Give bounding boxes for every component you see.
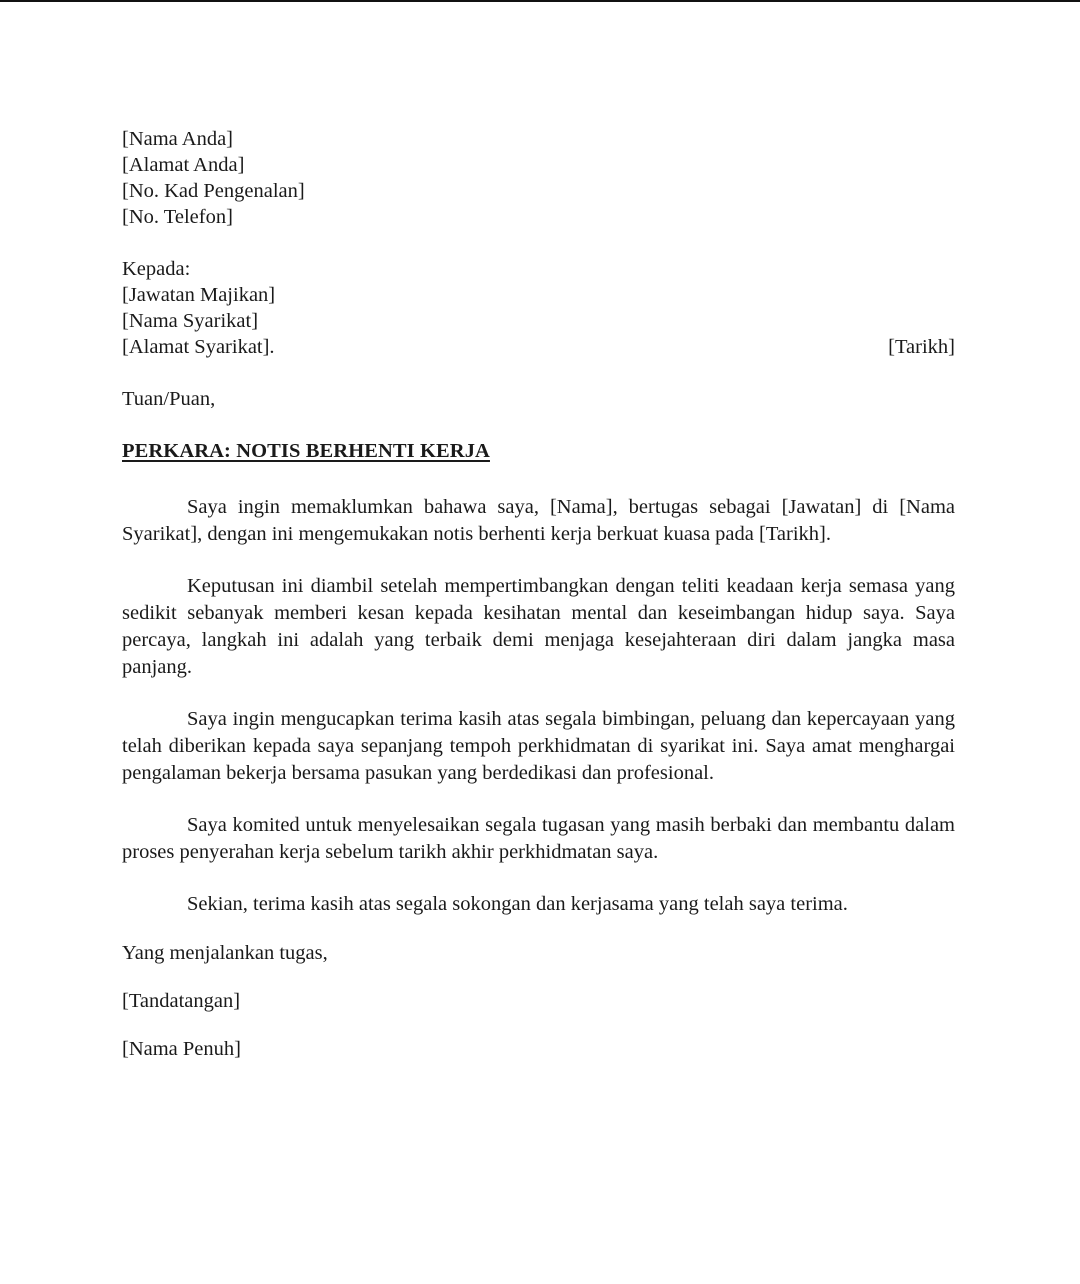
body-paragraph-1: Saya ingin memaklumkan bahawa saya, [Nama], bertugas sebagai [Jawatan] di [Nama Syarikat], dengan ini mengemukakan notis berhenti kerja berkuat kuasa pada [Tarikh].	[122, 496, 955, 545]
body-paragraph-3: Saya ingin mengucapkan terima kasih atas segala bimbingan, peluang dan kepercayaan yang telah diberikan kepada saya sepanjang tempoh perkhidmatan di syarikat ini. Saya amat menghargai pengalaman bekerja bersama pasukan yang berdedikasi dan profesional.	[122, 708, 955, 784]
subject-text: PERKARA: NOTIS BERHENTI KERJA	[122, 440, 490, 462]
closing-block	[122, 940, 955, 966]
body-paragraph-4: Saya komited untuk menyelesaikan segala tugasan yang masih berbaki dan membantu dalam proses penyerahan kerja sebelum tarikh akhir perkhidmatan saya.	[122, 814, 955, 863]
salutation-text: Tuan/Puan,	[122, 388, 216, 410]
recipient-address-and-date-line	[122, 334, 955, 360]
salutation	[122, 386, 955, 412]
body-paragraph-2: Keputusan ini diambil setelah mempertimbangkan dengan teliti keadaan kerja semasa yang sedikit sebanyak memberi kesan kepada kesihatan mental dan keseimbangan hidup saya. Saya percaya, langkah ini adalah yang terbaik demi menjaga kesejahteraan diri dalam jangka masa panjang.	[122, 575, 955, 678]
signature-placeholder: [Tandatangan]	[122, 990, 241, 1012]
spacer-paragraph-3	[122, 787, 955, 812]
spacer-paragraph-2	[122, 681, 955, 706]
spacer-before-name	[122, 1014, 955, 1036]
sender-phone: [No. Telefon]	[122, 206, 233, 228]
spacer-paragraph-4	[122, 866, 955, 891]
recipient-position: [Jawatan Majikan]	[122, 284, 276, 306]
sender-address: [Alamat Anda]	[122, 154, 245, 176]
spacer-after-sender	[122, 230, 955, 256]
spacer-paragraph-1	[122, 548, 955, 573]
spacer-before-closing	[122, 918, 955, 940]
recipient-block	[122, 256, 955, 360]
body-paragraph-5: Sekian, terima kasih atas segala sokongan dan kerjasama yang telah saya terima.	[187, 893, 848, 915]
spacer-after-subject	[122, 464, 955, 494]
valediction: Yang menjalankan tugas,	[122, 942, 328, 964]
letter-body	[122, 126, 955, 1062]
sender-block	[122, 126, 955, 230]
sender-name: [Nama Anda]	[122, 128, 233, 150]
letter-date: [Tarikh]	[888, 336, 955, 358]
spacer-before-signature	[122, 966, 955, 988]
recipient-company: [Nama Syarikat]	[122, 310, 259, 332]
signature-block	[122, 988, 955, 1014]
recipient-address: [Alamat Syarikat].	[122, 336, 275, 358]
spacer-after-recipient	[122, 360, 955, 386]
signer-name-block	[122, 1036, 955, 1062]
sender-ic-number: [No. Kad Pengenalan]	[122, 180, 305, 202]
subject-heading	[122, 438, 955, 464]
signer-name-placeholder: [Nama Penuh]	[122, 1038, 241, 1060]
spacer-after-salutation	[122, 412, 955, 438]
recipient-label: Kepada:	[122, 258, 191, 280]
